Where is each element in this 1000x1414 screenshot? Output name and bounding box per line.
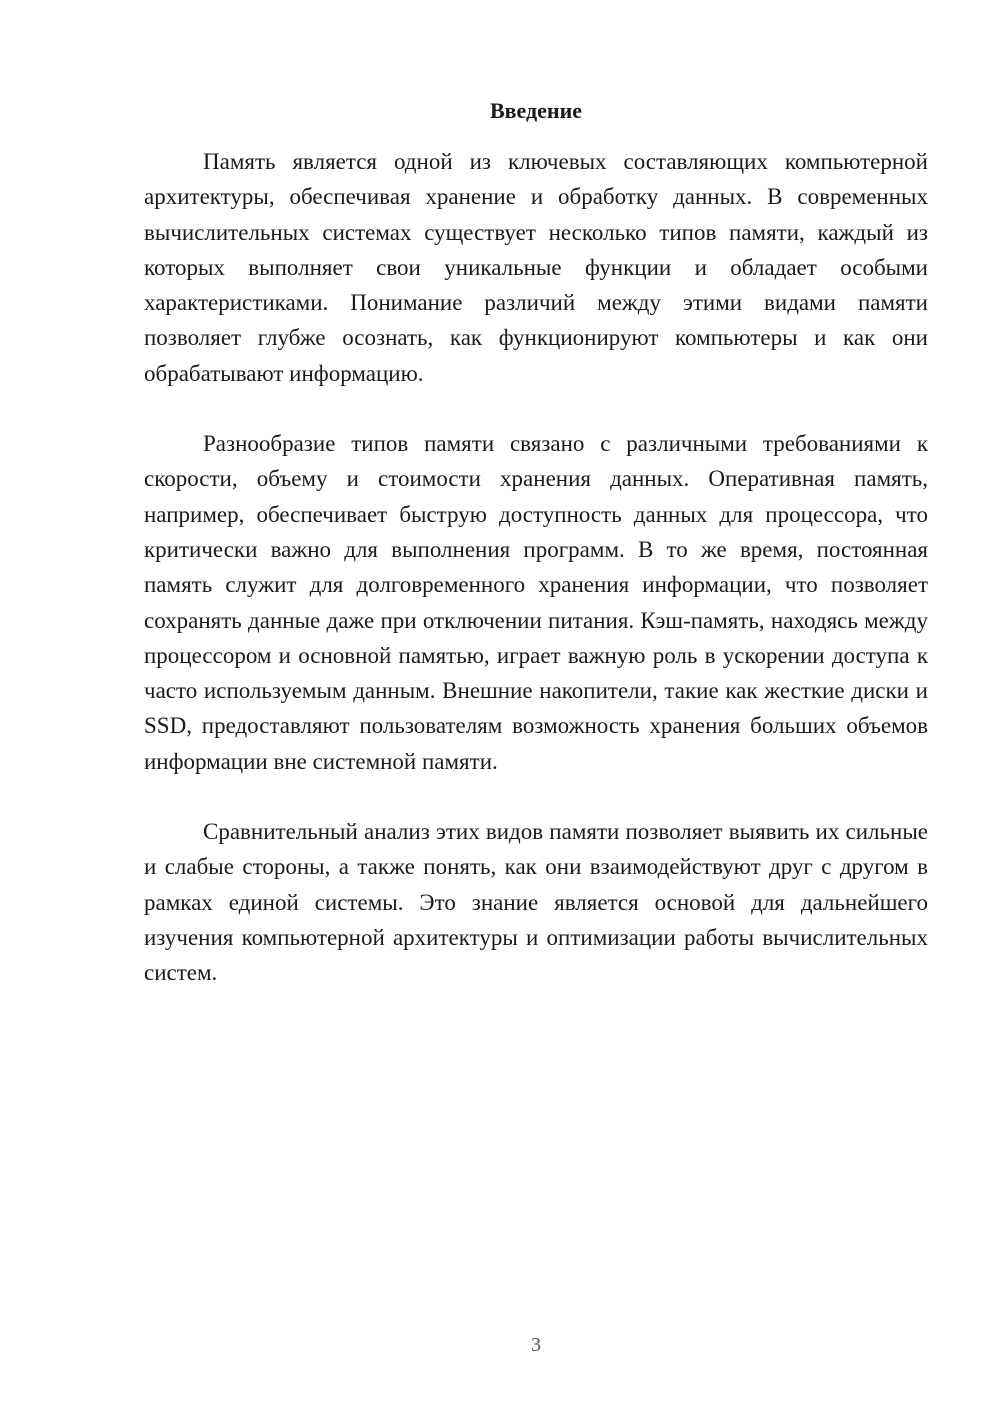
section-heading: Введение (489, 98, 583, 123)
paragraph-1: Память является одной из ключевых составляющих компьютерной архитектуры, обеспечивая хранение и обработку данных. В современных вычислительных системах существует несколько типов памяти, каждый из которых выполняет свои уникальные функции и обладает особыми характеристиками. Понимание различий между этими видами памяти позволяет глубже осознать, как функционируют компьютеры и как они обрабатывают информацию. (144, 149, 928, 386)
paragraph-2: Разнообразие типов памяти связано с различными требованиями к скорости, объему и стоимости хранения данных. Оперативная память, например, обеспечивает быструю доступность данных для процессора, что критически важно для выполнения программ. В то же время, постоянная память служит для долговременного хранения информации, что позволяет сохранять данные даже при отключении питания. Кэш-память, находясь между процессором и основной памятью, играет важную роль в ускорении доступа к часто используемым данным. Внешние накопители, такие как жесткие диски и SSD, предоставляют пользователям возможность хранения больших объемов информации вне системной памяти. (144, 431, 928, 774)
paragraph-3: Сравнительный анализ этих видов памяти позволяет выявить их сильные и слабые стороны, а также понять, как они взаимодействуют друг с другом в рамках единой системы. Это знание является основой для дальнейшего изучения компьютерной архитектуры и оптимизации работы вычислительных систем. (144, 819, 928, 986)
page-number: 3 (531, 1334, 541, 1356)
page-content (144, 96, 928, 1026)
